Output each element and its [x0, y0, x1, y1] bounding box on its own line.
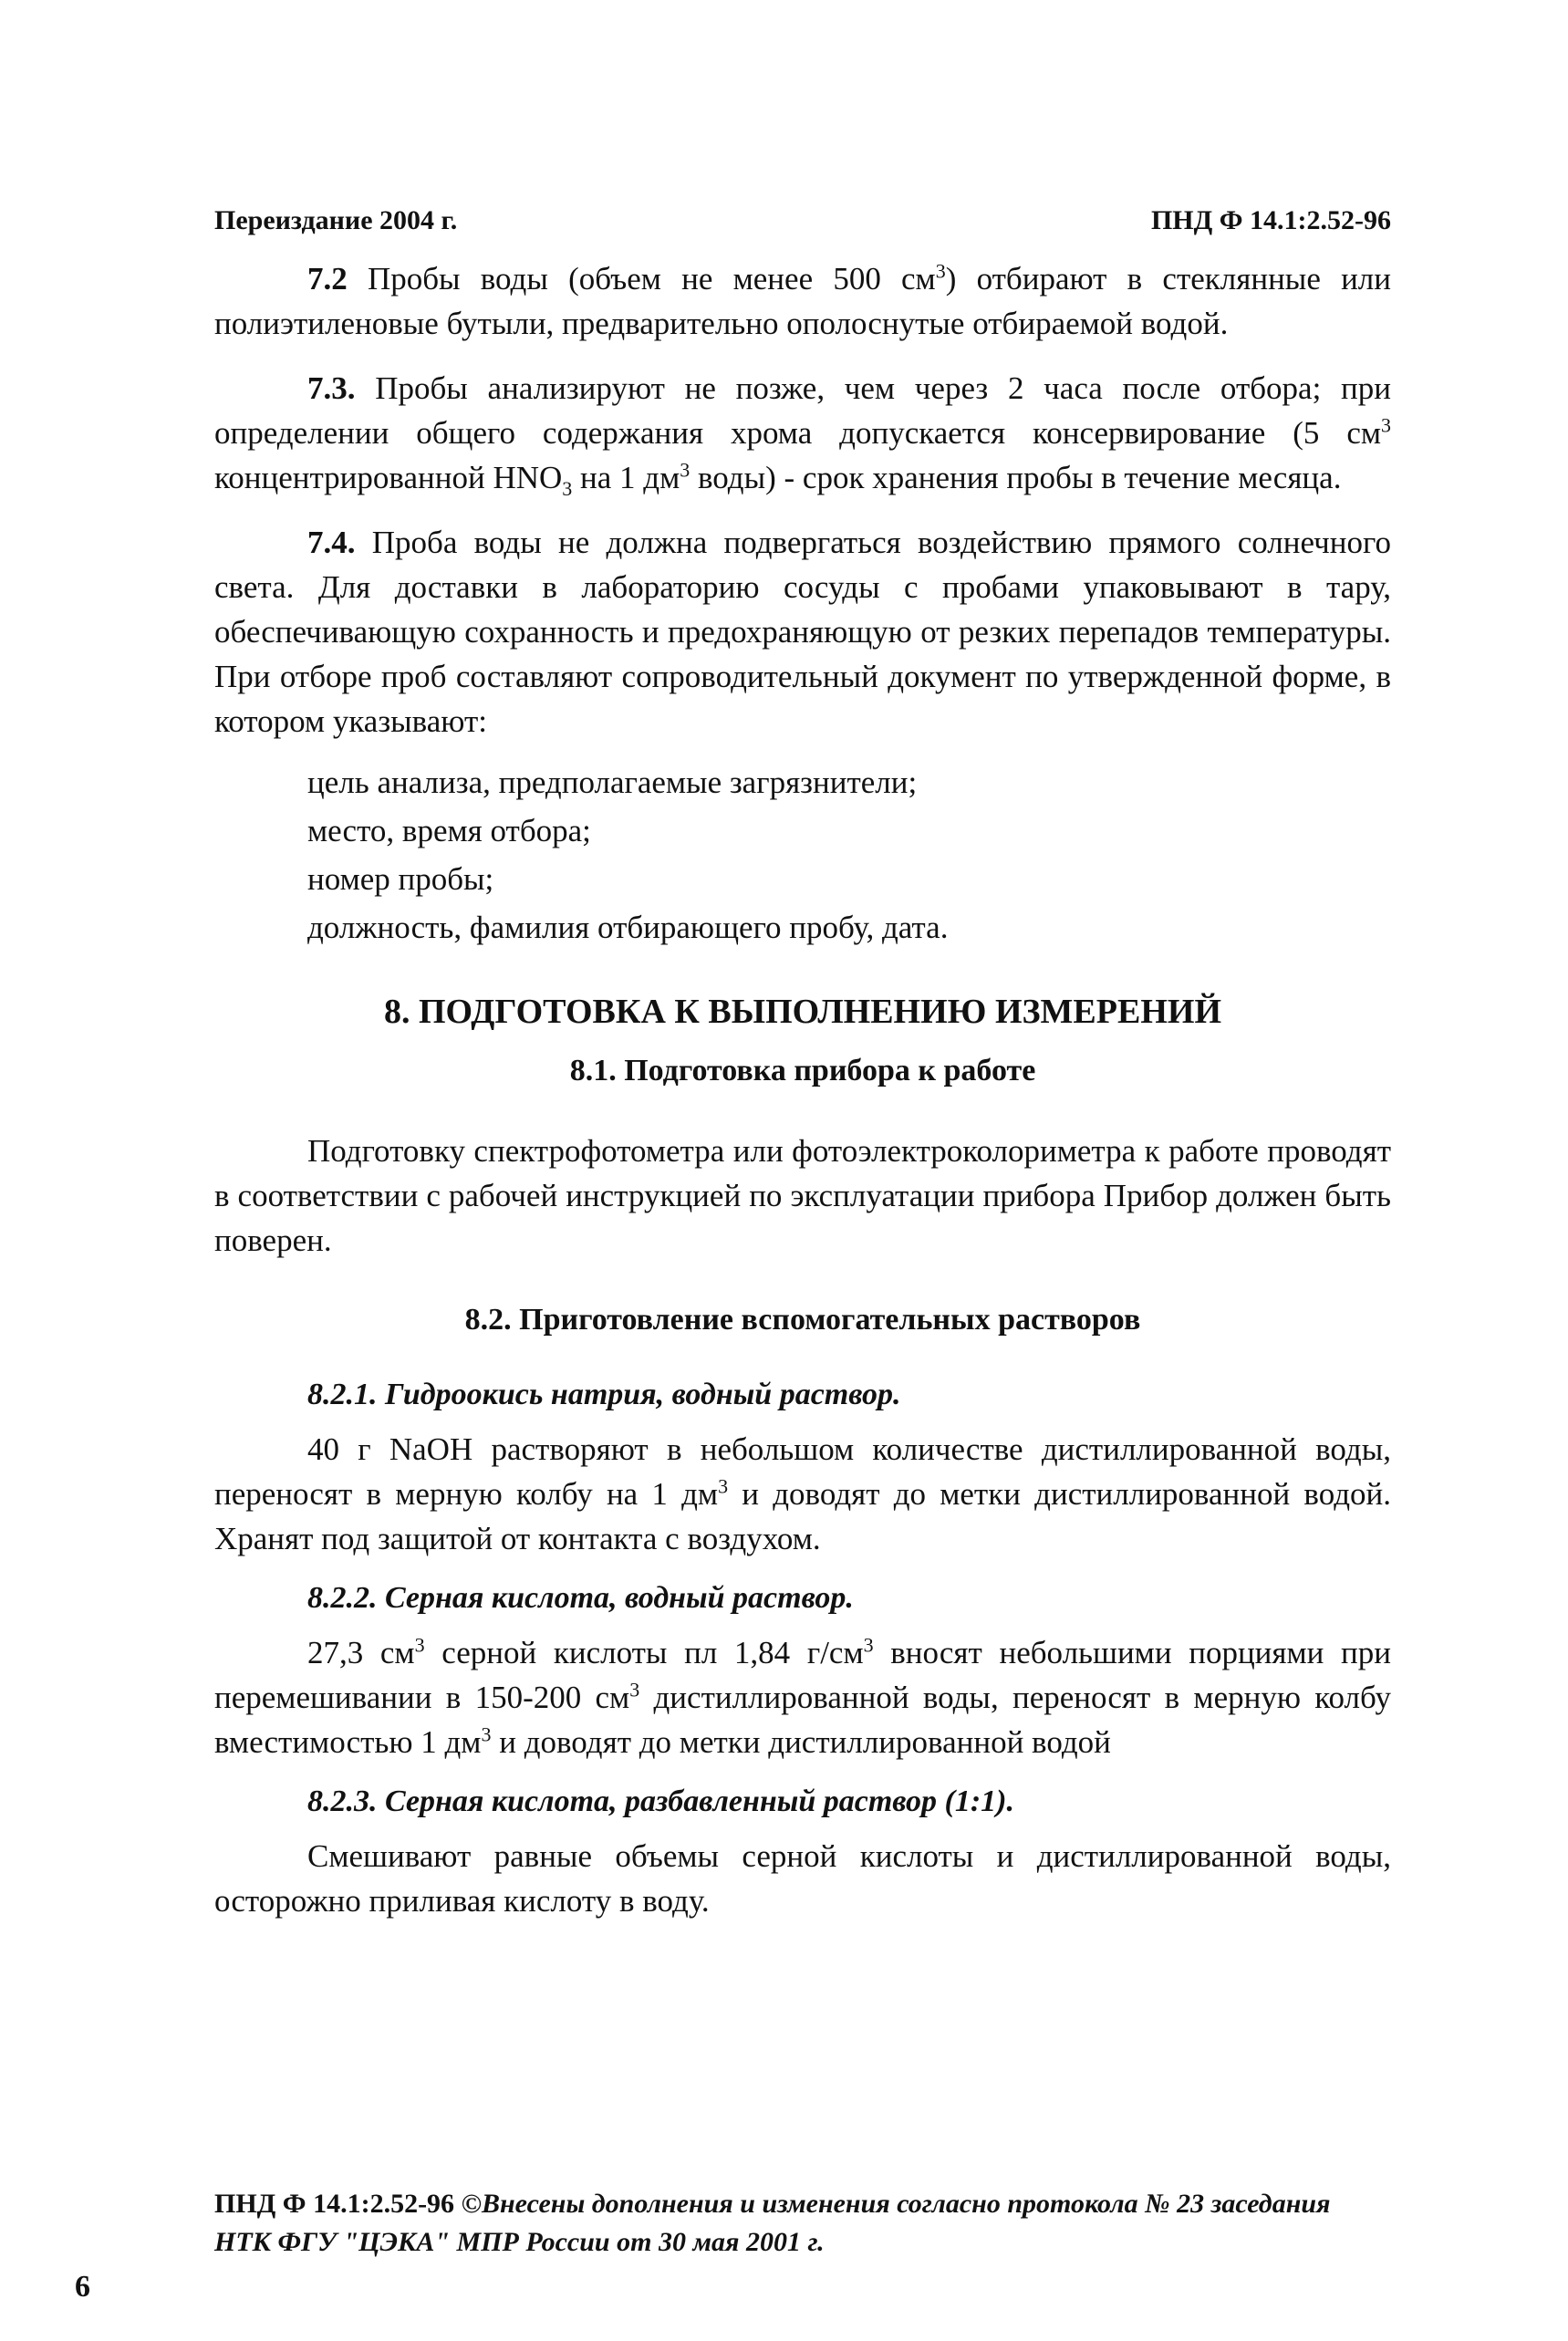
edition-label: Переиздание 2004 г. [214, 205, 458, 235]
list-item: номер пробы; [307, 861, 494, 897]
list-item: должность, фамилия отбирающего пробу, дата. [307, 910, 949, 945]
clause-number: 7.4. [307, 525, 356, 560]
clause-number: 7.3. [307, 370, 356, 406]
section-8-2-2-heading: 8.2.2. Серная кислота, водный раствор. [307, 1581, 854, 1615]
paragraph-8-1: Подготовку спектрофотометра или фотоэлектроколориметра к работе проводят в соответствии с рабочей инструкцией по эксплуатации прибора Прибор должен быть поверен. [214, 1133, 1391, 1258]
paragraph-8-2-2: 27,3 $см^3$ серной кислоты пл 1,84 $г/см^3$ вносят небольшими порциями при перемешивании в 150-200 $см^3$ дистиллированной воды, переносят в мерную колбу вместимостью 1 $дм^3$ и доводят до метки дистиллированной водой [214, 1633, 1391, 1760]
footer-document-code: ПНД Ф 14.1:2.52-96 [214, 2189, 455, 2219]
list-item: место, время отбора; [307, 813, 591, 848]
page-header [214, 205, 1391, 236]
footer-amendment-note [214, 2185, 1391, 2262]
list-item: цель анализа, предполагаемые загрязнители; [307, 765, 918, 800]
paragraph-7-2: 7.2 Пробы воды (объем не менее 500 $см^3$) отбирают в стеклянные или полиэтиленовые бутыли, предварительно ополоснутые отбираемой водой. [214, 259, 1391, 341]
document-code: ПНД Ф 14.1:2.52-96 [1150, 205, 1391, 235]
clause-number: 7.2 [307, 261, 348, 297]
section-8-heading: 8. ПОДГОТОВКА К ВЫПОЛНЕНИЮ ИЗМЕРЕНИЙ [383, 993, 1221, 1031]
section-8-2-3-heading: 8.2.3. Серная кислота, разбавленный раствор (1:1). [307, 1784, 1014, 1818]
section-8-2-1-heading: 8.2.1. Гидроокись натрия, водный раствор. [307, 1378, 901, 1411]
paragraph-7-4: 7.4. Проба воды не должна подвергаться воздействию прямого солнечного света. Для доставки в лабораторию сосуды с пробами упаковывают в тару, обеспечивающую сохранность и предохраняющую от резких перепадов температуры. При отборе проб составляют сопроводительный документ по утвержденной форме, в котором указывают: [214, 525, 1391, 739]
page-number: 6 [75, 2270, 90, 2304]
footer-amendment-text: Внесены дополнения и изменения согласно протокола № 23 заседания НТК ФГУ "ЦЭКА" МПР России от 30 мая 2001 г. [214, 2189, 1331, 2257]
paragraph-8-2-1: 40 г NaOH растворяют в небольшом количестве дистиллированной воды, переносят в мерную колбу на 1 $дм^3$ и доводят до метки дистиллированной водой. Хранят под защитой от контакта с воздухом. [214, 1431, 1391, 1556]
section-8-2-heading: 8.2. Приготовление вспомогательных растворов [464, 1303, 1141, 1337]
sample-document-fields-list [214, 760, 1391, 950]
document-page [214, 205, 1391, 1943]
paragraph-8-2-3: Смешивают равные объемы серной кислоты и дистиллированной воды, осторожно приливая кислоту в воду. [214, 1838, 1391, 1919]
paragraph-7-3: 7.3. Пробы анализируют не позже, чем через 2 часа после отбора; при определении общего содержания хрома допускается консервирование (5 $см^3$ концентрированной $HNO_3$ на 1 $дм^3$ воды) - срок хранения пробы в течение месяца. [214, 370, 1391, 500]
copyright-mark: © [454, 2189, 482, 2219]
section-8-1-heading: 8.1. Подготовка прибора к работе [569, 1054, 1036, 1087]
